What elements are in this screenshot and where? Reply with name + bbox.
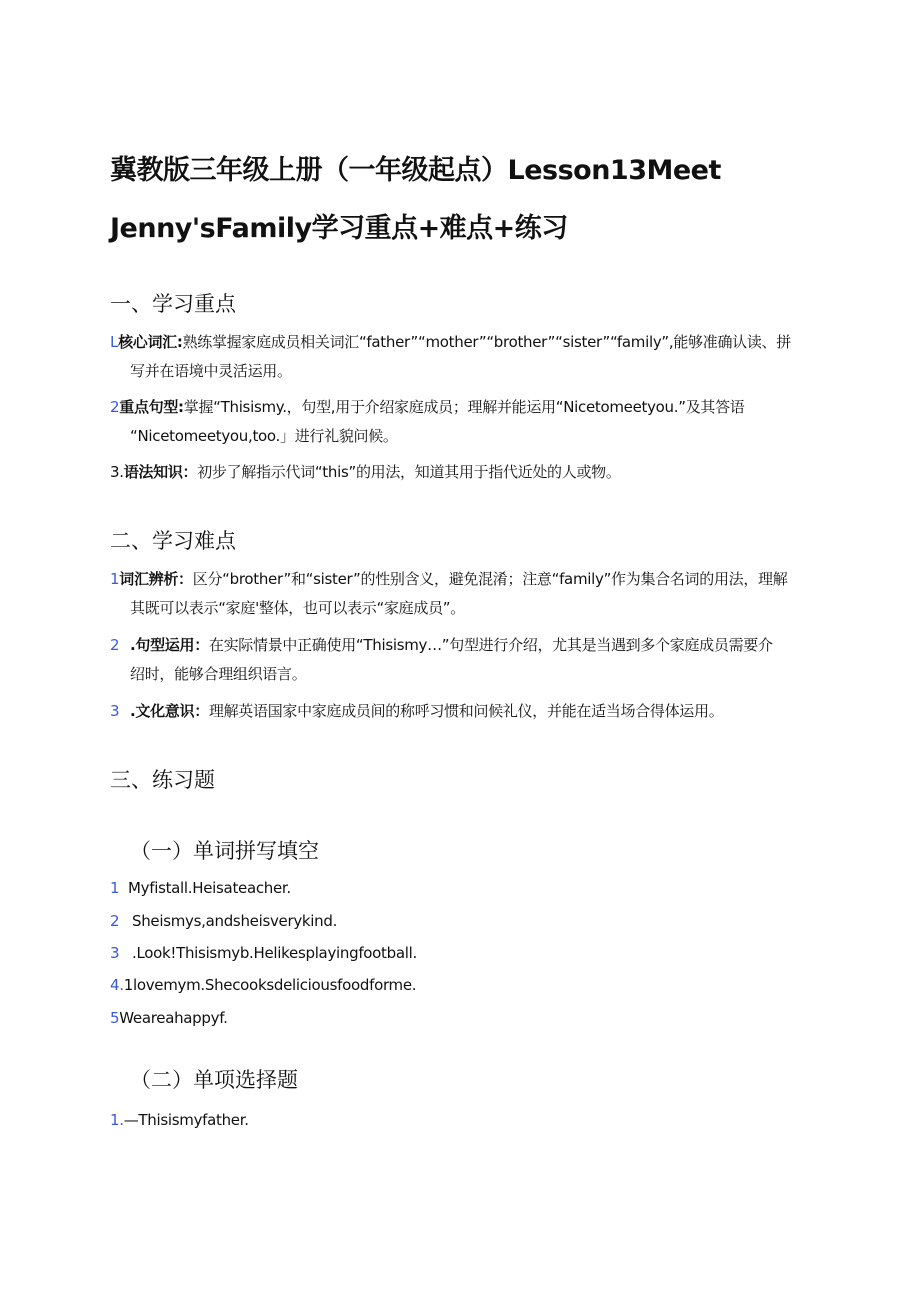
difficulty-item [110, 565, 810, 623]
item-label: .文化意识： [130, 702, 209, 720]
item-label: 核心词汇: [118, 333, 183, 351]
exercise-number: 3 [110, 944, 120, 962]
exercise-item [110, 944, 417, 962]
item-number: 3. [110, 463, 124, 481]
exercise-item [110, 912, 337, 930]
exercise-part-title: （二）单项选择题 [130, 1068, 298, 1092]
focus-item [110, 328, 810, 386]
item-text: 在实际情景中正确使用“Thisismy…”句型进行介绍，尤其是当遇到多个家庭成员需要介 [208, 636, 773, 654]
item-label: 语法知识： [123, 463, 198, 481]
item-text: 熟练掌握家庭成员相关词汇“father”“mother”“brother”“sister”“family”,能够准确认读、拼 [182, 333, 791, 351]
document-title-line1: 冀教版三年级上册（一年级起点）Lesson13Meet [110, 155, 721, 186]
item-text-continued: 绍时，能够合理组织语言。 [130, 665, 307, 683]
document-title-line2: Jenny'sFamily学习重点+难点+练习 [110, 213, 568, 244]
focus-item [110, 393, 810, 451]
difficulty-item [110, 631, 810, 689]
exercise-text: Sheismys,andsheisverykind. [132, 912, 338, 930]
item-number: 2 [110, 636, 120, 654]
section-heading-focus: 一、学习重点 [110, 292, 236, 316]
item-text: 掌握“Thisismy.，句型,用于介绍家庭成员；理解并能运用“Nicetomeetyou.”及其答语 [183, 398, 745, 416]
exercise-number: 4. [110, 976, 124, 994]
exercise-item [110, 1111, 249, 1129]
item-label: 词汇辨析： [119, 570, 193, 588]
exercise-text: 1lovemym.Shecooksdeliciousfoodforme. [123, 976, 417, 994]
item-text: 初步了解指示代词“this”的用法，知道其用于指代近处的人或物。 [197, 463, 621, 481]
focus-item [110, 458, 810, 487]
exercise-item [110, 1009, 228, 1027]
item-text-continued: 写并在语境中灵活运用。 [130, 362, 292, 380]
section-heading-exercises: 三、练习题 [110, 768, 215, 792]
item-number: 1 [110, 570, 120, 588]
exercise-text: .Look!Thisismyb.Helikesplayingfootball. [132, 944, 417, 962]
item-text-continued: 其既可以表示“家庭'整体，也可以表示“家庭成员”。 [130, 599, 465, 617]
item-number: 3 [110, 702, 120, 720]
item-number: L [110, 333, 119, 351]
exercise-text: —Thisismyfather. [123, 1111, 249, 1129]
exercise-text: Weareahappyf. [119, 1009, 228, 1027]
exercise-number: 5 [110, 1009, 120, 1027]
item-text: 区分“brother”和“sister”的性别含义，避免混淆；注意“family”作为集合名词的用法，理解 [192, 570, 788, 588]
section-heading-difficulty: 二、学习难点 [110, 529, 236, 553]
exercise-text: Myfistall.Heisateacher. [128, 879, 291, 897]
item-label: 重点句型: [119, 398, 184, 416]
exercise-number: 2 [110, 912, 120, 930]
exercise-item [110, 879, 291, 897]
exercise-part-title: （一）单词拼写填空 [130, 839, 319, 863]
exercise-number: 1 [110, 879, 120, 897]
item-number: 2 [110, 398, 120, 416]
item-text: 理解英语国家中家庭成员间的称呼习惯和问候礼仪，并能在适当场合得体运用。 [208, 702, 724, 720]
exercise-number: 1. [110, 1111, 124, 1129]
item-label: .句型运用： [130, 636, 209, 654]
exercise-item [110, 976, 416, 994]
item-text-continued: “Nicetomeetyou,too.」进行礼貌问候。 [130, 427, 398, 445]
difficulty-item [110, 697, 810, 726]
